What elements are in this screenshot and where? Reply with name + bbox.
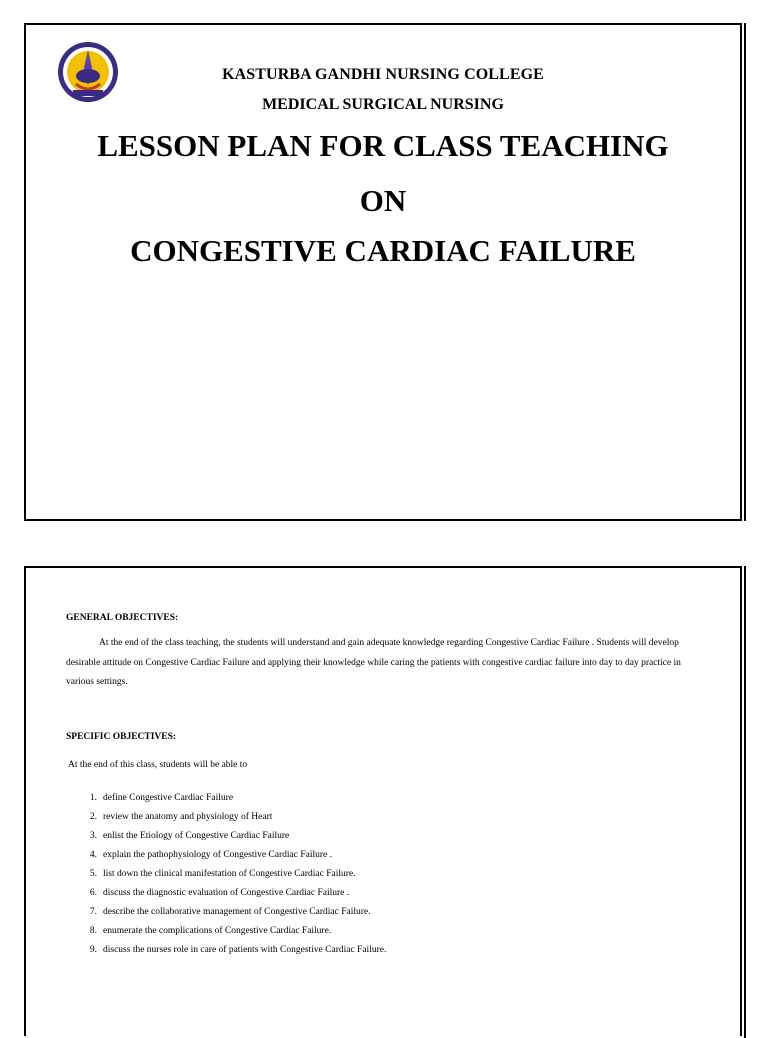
specific-objectives-intro: At the end of this class, students will be able to [68, 760, 248, 770]
objective-item [74, 846, 386, 865]
objective-text: discuss the diagnostic evaluation of Congestive Cardiac Failure . [103, 888, 350, 898]
objective-number: 4. [89, 850, 97, 860]
general-objectives-text: At the end of the class teaching, the students will understand and gain adequate knowledge regarding Congestive Cardiac Failure . Students will develop desirable attitude on Congestive Cardiac Failure and applying their knowledge while caring the patients with congestive cardiac failure into day to day practice in various settings. [66, 638, 681, 687]
department-name: MEDICAL SURGICAL NURSING [262, 96, 504, 113]
college-name: KASTURBA GANDHI NURSING COLLEGE [222, 66, 544, 83]
objective-item [74, 884, 386, 903]
objective-text: enlist the Etiology of Congestive Cardiac Failure [103, 831, 290, 841]
specific-objectives-heading: SPECIFIC OBJECTIVES: [66, 732, 177, 742]
cover-page [24, 23, 742, 521]
objective-text: list down the clinical manifestation of Congestive Cardiac Failure. [103, 869, 356, 879]
objective-number: 5. [89, 869, 97, 879]
objective-number: 7. [89, 907, 97, 917]
specific-objectives-list [74, 789, 386, 960]
objectives-page [24, 566, 742, 1036]
objective-text: describe the collaborative management of Congestive Cardiac Failure. [103, 907, 371, 917]
lesson-plan-title: LESSON PLAN FOR CLASS TEACHING [97, 128, 669, 163]
objective-number: 1. [89, 793, 97, 803]
objective-number: 3. [89, 831, 97, 841]
objective-text: discuss the nurses role in care of patients with Congestive Cardiac Failure. [103, 945, 387, 955]
objective-text: define Congestive Cardiac Failure [103, 793, 234, 803]
objective-item [74, 827, 386, 846]
title-connector: ON [359, 183, 407, 218]
lesson-topic-title: CONGESTIVE CARDIAC FAILURE [130, 233, 636, 268]
objective-number: 2. [89, 812, 97, 822]
objective-number: 8. [89, 926, 97, 936]
general-objectives-heading: GENERAL OBJECTIVES: [66, 613, 179, 623]
objective-number: 9. [89, 945, 97, 955]
objective-item [74, 865, 386, 884]
objective-item [74, 808, 386, 827]
objective-text: review the anatomy and physiology of Heart [103, 812, 273, 822]
objective-text: explain the pathophysiology of Congestive Cardiac Failure . [103, 850, 333, 860]
objective-text: enumerate the complications of Congestive Cardiac Failure. [103, 926, 332, 936]
objective-item [74, 922, 386, 941]
objective-item [74, 789, 386, 808]
objective-item [74, 941, 386, 960]
objective-number: 6. [89, 888, 97, 898]
objective-item [74, 903, 386, 922]
